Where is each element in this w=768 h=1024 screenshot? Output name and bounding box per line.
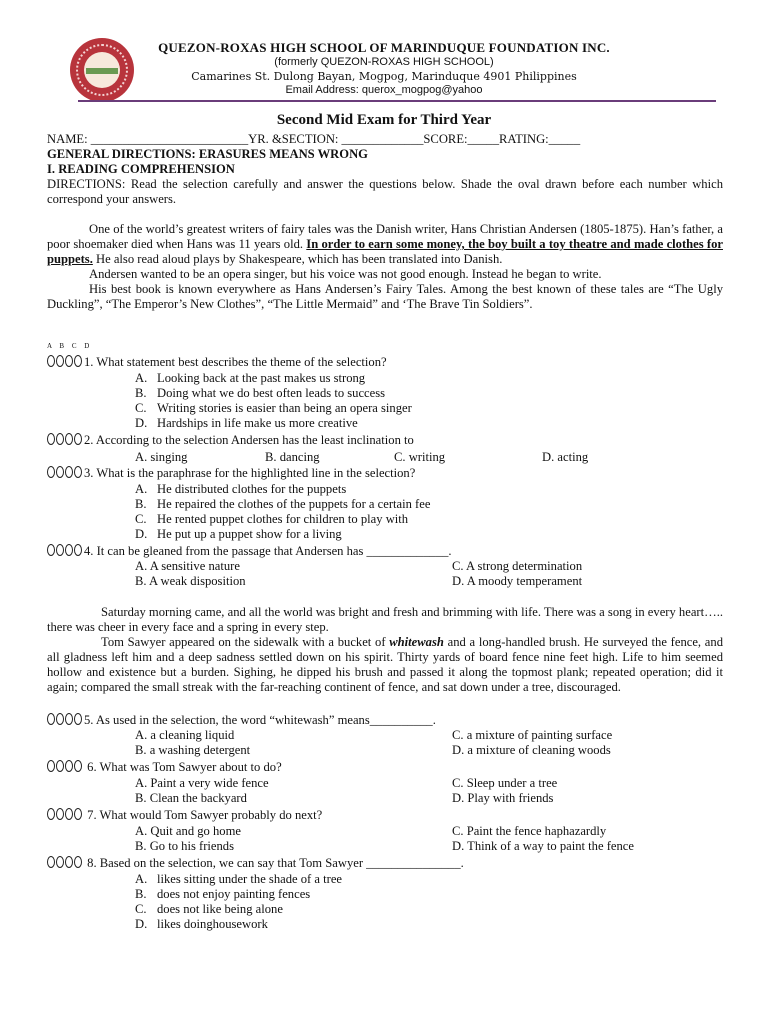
answer-ovals[interactable] [47,808,83,824]
q3-option-d: D. He put up a puppet show for a living [135,527,342,541]
school-address: Camarines St. Dulong Bayan, Mogpog, Marinduque 4901 Philippines [191,70,577,83]
answer-ovals[interactable] [47,544,83,560]
answer-ovals[interactable] [47,856,83,872]
question-1 [47,355,387,370]
question-4 [47,544,452,559]
passage-1-paragraph-3: His best book is known everywhere as Hans Andersen’s Fairy Tales. Among the best known of these tales are “The Ugly Duckling”, “The Emperor’s New Clothes”, “The Little Mermaid” and ‘The Brave Tin Soldiers”. [47,282,723,311]
q7-option-a: A. Quit and go home [135,824,241,838]
question-8 [47,856,464,871]
q8-option-d: D. likes doinghousework [135,917,268,931]
q2-option-b: B. dancing [265,450,320,464]
answer-ovals[interactable] [47,355,83,371]
q3-option-c: C. He rented puppet clothes for children to play with [135,512,409,526]
former-name: (formerly QUEZON-ROXAS HIGH SCHOOL) [274,56,494,68]
answer-columns-label: A B C D [47,342,93,350]
question-3 [47,466,415,481]
passage-2 [47,605,723,695]
passage-2-paragraph-2 [47,635,723,695]
q7-option-b: B. Go to his friends [135,839,234,853]
school-email: Email Address: querox_mogpog@yahoo [285,84,483,96]
passage-2-paragraph-1: Saturday morning came, and all the world was bright and fresh and brimming with life. There was a song in every heart….. there was cheer in every face and a spring in every step. [47,605,723,634]
question-6 [47,760,282,775]
passage-2-text-a: Tom Sawyer appeared on the sidewalk with a bucket of [101,635,390,649]
question-6-text: 6. What was Tom Sawyer about to do? [84,760,282,774]
whitewash-word: whitewash [389,635,444,649]
passage-1 [47,222,723,312]
question-7 [47,808,322,823]
exam-title: Second Mid Exam for Third Year [276,112,492,128]
info-line: NAME: _________________________YR. &SECTION: _____________SCORE:_____RATING:_____ [47,132,581,146]
q5-option-a: A. a cleaning liquid [135,728,235,742]
question-3-text: 3. What is the paraphrase for the highlighted line in the selection? [84,466,416,480]
answer-ovals[interactable] [47,760,83,776]
question-5 [47,713,436,728]
q1-option-c: C. Writing stories is easier than being an opera singer [135,401,412,415]
q4-option-b: B. A weak disposition [135,574,246,588]
header-rule [78,100,716,102]
answer-ovals[interactable] [47,466,83,482]
passage-1-text-a: One of the world’s greatest writers of fairy tales was the Danish writer, Hans Christian Andersen (1805-1875). Han’s father, a poor shoemaker died when Hans was 11 years old. [47,222,723,251]
q1-option-a: A. Looking back at the past makes us strong [135,371,366,385]
question-4-text: 4. It can be gleaned from the passage that Andersen has _____________. [84,544,452,558]
q2-option-a: A. singing [135,450,188,464]
general-directions: GENERAL DIRECTIONS: ERASURES MEANS WRONG [47,147,368,161]
question-8-text: 8. Based on the selection, we can say that Tom Sawyer _______________. [84,856,464,870]
answer-ovals[interactable] [47,713,83,729]
q7-option-d: D. Think of a way to paint the fence [452,839,634,853]
q6-option-b: B. Clean the backyard [135,791,247,805]
question-2 [47,433,414,448]
answer-ovals[interactable] [47,433,83,449]
q2-option-c: C. writing [394,450,446,464]
school-name: QUEZON-ROXAS HIGH SCHOOL OF MARINDUQUE FOUNDATION INC. [158,40,610,55]
q3-option-b: B. He repaired the clothes of the puppets for a certain fee [135,497,431,511]
q1-option-d: D. Hardships in life make us more creative [135,416,358,430]
q5-option-c: C. a mixture of painting surface [452,728,613,742]
q5-option-d: D. a mixture of cleaning woods [452,743,611,757]
q4-option-c: C. A strong determination [452,559,583,573]
q8-option-c: C. does not like being alone [135,902,283,916]
passage-1-paragraph-1 [47,222,723,267]
q6-option-d: D. Play with friends [452,791,554,805]
q1-option-b: B. Doing what we do best often leads to success [135,386,386,400]
q4-option-a: A. A sensitive nature [135,559,240,573]
q3-option-a: A. He distributed clothes for the puppets [135,482,347,496]
q6-option-a: A. Paint a very wide fence [135,776,269,790]
q2-option-d: D. acting [542,450,589,464]
q8-option-b: B. does not enjoy painting fences [135,887,311,901]
q4-option-d: D. A moody temperament [452,574,583,588]
question-7-text: 7. What would Tom Sawyer probably do next? [84,808,323,822]
q6-option-c: C. Sleep under a tree [452,776,558,790]
question-5-text: 5. As used in the selection, the word “whitewash” means__________. [84,713,436,727]
highlighted-line: In order to earn some money, the boy built a toy theatre and made clothes for puppets. [47,237,723,266]
q5-option-b: B. a washing detergent [135,743,251,757]
q8-option-a: A. likes sitting under the shade of a tree [135,872,343,886]
question-2-text: 2. According to the selection Andersen has the least inclination to [84,433,414,447]
passage-1-paragraph-2: Andersen wanted to be an opera singer, but his voice was not good enough. Instead he began to write. [89,267,602,281]
passage-1-text-b: He also read aloud plays by Shakespeare, which has been translated into Danish. [92,252,503,266]
passage-2-text-b: and a long-handled brush. He surveyed the fence, and all gladness left him and a deep sadness settled down on his spirit. Thirty yards of board fence nine feet high. Life to him seemed hollow and existence but a burden. Sighing, he dipped his brush and passed it along the topmost plank; repeated operation; did it again; compared the small streak with the far-reaching continent of fence, and sat down under a tree, discouraged. [47,635,723,694]
q7-option-c: C. Paint the fence haphazardly [452,824,607,838]
section-heading: I. READING COMPREHENSION [47,162,235,176]
question-1-text: 1. What statement best describes the theme of the selection? [84,355,387,369]
directions: DIRECTIONS: Read the selection carefully and answer the questions below. Shade the oval drawn before each number which correspond your answers. [47,177,723,206]
